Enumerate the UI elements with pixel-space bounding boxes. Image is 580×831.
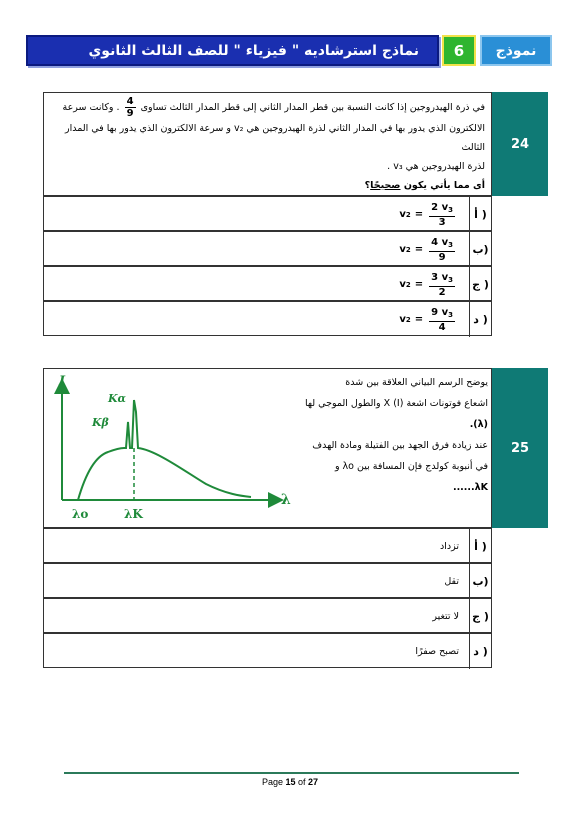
eq-den: 2 [438,286,446,298]
question-25-stem [296,372,488,498]
page-title-banner [26,35,439,66]
eq-fraction [429,202,455,228]
q25-line1: يوضح الرسم البياني العلاقة بين شدة [345,377,488,388]
question-24-stem [43,92,492,196]
eq-fraction [429,237,455,263]
of-word: of [298,777,306,787]
ratio-numerator: 4 [126,96,134,107]
question-24-number [492,92,548,196]
option-letter: ب) [469,564,491,599]
spectrum-curve [78,400,251,500]
page-indicator [0,777,580,787]
y-axis-label: I [59,374,66,389]
eq-lhs-sub: 2 [405,280,411,289]
page-current: 15 [285,777,296,787]
eq-lhs: v [399,244,406,255]
q24-line1-a: في ذرة الهيدروجين إذا كانت النسبة بين قطر المدار الثاني إلى قطر المدار الثالث تساوى [140,102,485,113]
eq-lhs: v [399,209,406,220]
option-letter: د ) [469,302,491,337]
eq-den: 9 [438,251,446,263]
ratio-denominator: 9 [126,108,134,119]
q24-question-b: صحيحًا [370,180,401,191]
x-axis-label: λ [281,492,291,508]
option-letter: ج ) [469,267,491,302]
xray-spectrum-graph [46,372,294,524]
q24-line1-b: . وكانت سرعة [62,102,120,113]
eq-lhs-sub: 2 [405,245,411,254]
page-title: نماذج استرشاديه " فيزياء " للصف الثالث الثانوي [88,42,419,59]
q25-line3: (λ). [469,419,488,430]
eq-num: 2 v [431,201,449,213]
option-letter: ج ) [469,599,491,634]
q24-question-a: أى مما يأتي يكون [403,180,485,191]
k-alpha-label: Kα [108,392,127,405]
q25-line6: ......λK [452,482,488,493]
eq-fraction [429,307,455,333]
option-text: تصبح صفرًا [415,646,459,657]
q25-line5: في أنبوبة كولدج فإن المسافة بين λo و [334,461,488,472]
eq-num: 3 v [431,271,449,283]
model-label: نموذج [495,42,537,59]
option-row[interactable] [43,196,492,231]
option-row[interactable] [43,266,492,301]
eq-num-sub: 3 [448,205,453,214]
option-row[interactable] [43,231,492,266]
q25-line4: عند زيادة فرق الجهد بين الفتيلة ومادة الهدف [312,440,488,451]
page-word: Page [261,777,283,787]
option-letter: د ) [469,634,491,669]
option-text: تزداد [440,541,459,552]
option-text: تقل [444,576,459,587]
option-row[interactable] [43,633,492,668]
model-number-badge [442,35,476,66]
page-total: 27 [308,777,319,787]
option-row[interactable] [43,563,492,598]
option-row[interactable] [43,528,492,563]
option-equation: v 2 = $\frac{3 v_3}{2}$ [399,271,453,298]
eq-fraction [429,272,455,298]
option-row[interactable] [43,301,492,336]
eq-lhs: v [399,279,406,290]
lambda-k-label: λK [124,507,143,521]
model-number: 6 [453,41,465,60]
eq-lhs-sub: 2 [405,315,411,324]
q24-question-c: ؟ [364,180,371,191]
q24-line2: الالكترون الذي يدور بها في المدار الثاني لذرة الهيدروجين هي v₂ و سرعة الالكترون الذي يدور بها في المدار الثالث [65,123,485,153]
q24-line3: لذرة الهيدروجين هي v₃ . [387,161,485,172]
eq-num: 4 v [431,236,449,248]
eq-den: 3 [438,216,446,228]
option-row[interactable] [43,598,492,633]
eq-num: 9 v [431,306,449,318]
k-beta-label: Kβ [92,416,109,429]
question-25-number [492,368,548,528]
option-letter: ب) [469,232,491,267]
q24-line1 [50,96,485,119]
eq-den: 4 [438,321,446,333]
question-number-text: 25 [510,440,530,456]
option-equation: v 2 = $\frac{4 v_3}{9}$ [399,236,453,263]
option-letter: أ ) [469,197,491,232]
option-letter: أ ) [469,529,491,564]
model-label-badge [480,35,552,66]
eq-num-sub: 3 [448,275,453,284]
question-number-text: 24 [510,136,530,152]
q25-line2: اشعاع فوتونات اشعة X (I) والطول الموجي لها [304,398,488,409]
eq-num-sub: 3 [448,240,453,249]
option-equation: v 2 = $\frac{9 v_3}{4}$ [399,306,453,333]
option-text: لا تتغير [432,611,459,622]
lambda-o-label: λo [72,507,89,521]
option-equation: v 2 = $\frac{2 v_3}{3}$ [399,201,453,228]
eq-lhs-sub: 2 [405,210,411,219]
q24-question [50,176,485,195]
eq-lhs: v [399,314,406,325]
footer-divider [64,772,519,774]
eq-num-sub: 3 [448,310,453,319]
ratio-fraction [125,96,136,119]
